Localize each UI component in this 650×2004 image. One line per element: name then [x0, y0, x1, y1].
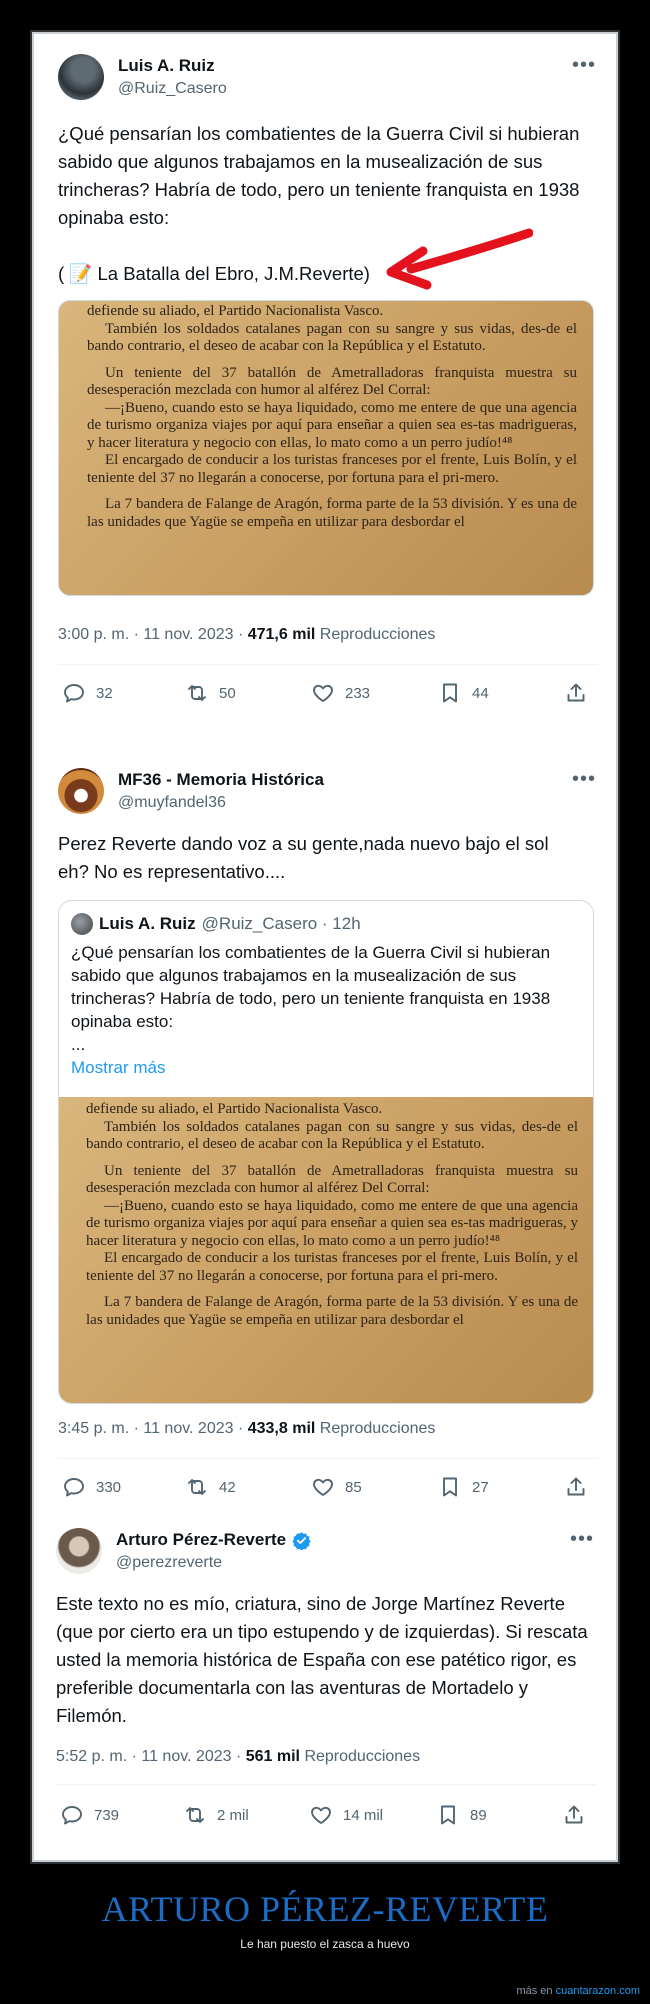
- display-name[interactable]: Luis A. Ruiz: [118, 56, 215, 75]
- bookmark-icon: [438, 681, 462, 705]
- views-label: Reproducciones: [315, 626, 436, 643]
- quoted-text: [71, 941, 579, 1056]
- retweet-icon: [183, 1803, 207, 1827]
- quoted-text-body: ¿Qué pensarían los combatientes de la Guerra Civil si hubieran sabido que algunos trabajamos en la musealización de sus trincheras? Habría de todo, pero un teniente franquista en 1938 opinaba esto:: [71, 943, 551, 1031]
- like-icon: [311, 1475, 335, 1499]
- action-bar: [56, 1800, 596, 1830]
- retweet-count: 2 mil: [217, 1806, 249, 1824]
- quoted-avatar: [71, 913, 93, 935]
- display-name-text: Arturo Pérez-Reverte: [116, 1530, 287, 1549]
- timestamp[interactable]: 3:00 p. m. · 11 nov. 2023 ·: [58, 626, 248, 643]
- bookmark-count: 27: [472, 1478, 489, 1496]
- book-line: —¡Bueno, cuando esto se haya liquidado, como me entere de que una agencia de turismo organiza viajes por aquí para enseñar a quien sea es-tas madrigueras, y hacer literatura y negocio con ellas, lo mato como a un perro judío!⁴⁸: [87, 399, 577, 451]
- display-name[interactable]: MF36 - Memoria Histórica: [118, 770, 324, 789]
- retweet-button[interactable]: [183, 1800, 249, 1830]
- tweet-meta: [58, 626, 435, 644]
- like-icon: [311, 681, 335, 705]
- tweet-meta: [56, 1748, 420, 1766]
- tweet-meta: [58, 1420, 435, 1438]
- book-line: También los soldados catalanes pagan con su sangre y sus vidas, des-de el bando contrario, el deseo de acabar con la República y el Estatuto.: [86, 1118, 578, 1152]
- site-credit: [516, 1985, 640, 1997]
- tweet-text: Este texto no es mío, criatura, sino de Jorge Martínez Reverte (que por cierto era un tipo estupendo y de izquierdas). Si rescata usted la memoria histórica de España con ese patético rigor, es preferible documentarla con las aventuras de Mortadelo y Filemón.: [56, 1593, 588, 1726]
- tweet-perez-reverte: [56, 1528, 596, 1858]
- display-name[interactable]: [116, 1530, 311, 1550]
- book-page-image[interactable]: [58, 300, 594, 596]
- footer-title: ARTURO PÉREZ-REVERTE: [101, 1889, 549, 1929]
- bookmark-count: 44: [472, 684, 489, 702]
- view-count: 471,6 mil: [247, 626, 316, 643]
- like-icon: [309, 1803, 333, 1827]
- more-icon[interactable]: •••: [571, 768, 596, 790]
- retweet-button[interactable]: [185, 1472, 236, 1502]
- book-line: —¡Bueno, cuando esto se haya liquidado, como me entere de que una agencia de turismo organiza viajes por aquí para enseñar a quien sea es-tas madrigueras, y hacer literatura y negocio con ellas, lo mato como a un perro judío!⁴⁸: [86, 1197, 578, 1249]
- retweet-icon: [185, 681, 209, 705]
- like-count: 85: [345, 1478, 362, 1496]
- divider: [58, 1458, 598, 1459]
- views-label: Reproducciones: [300, 1748, 421, 1765]
- share-icon: [564, 1475, 588, 1499]
- views-label: Reproducciones: [315, 1420, 436, 1437]
- share-button[interactable]: [562, 1800, 586, 1830]
- bookmark-button[interactable]: [436, 1800, 487, 1830]
- action-bar: [58, 1472, 598, 1502]
- share-button[interactable]: [564, 1472, 588, 1502]
- reply-icon: [60, 1803, 84, 1827]
- reply-icon: [62, 1475, 86, 1499]
- quoted-tweet[interactable]: [58, 900, 594, 1404]
- action-bar: [58, 678, 598, 708]
- more-icon[interactable]: •••: [571, 54, 596, 76]
- reply-count: 32: [96, 684, 113, 702]
- quoted-handle: @Ruiz_Casero · 12h: [201, 914, 361, 933]
- tweet-collage-card: [32, 32, 618, 1862]
- book-page-text: [58, 1097, 594, 1404]
- bookmark-icon: [436, 1803, 460, 1827]
- share-button[interactable]: [564, 678, 588, 708]
- reply-count: 330: [96, 1478, 122, 1496]
- credit-prefix: más en: [516, 1985, 556, 1997]
- quoted-name: Luis A. Ruiz: [99, 914, 196, 933]
- like-count: 14 mil: [343, 1806, 384, 1824]
- retweet-icon: [185, 1475, 209, 1499]
- book-line: defiende su aliado, el Partido Nacionalista Vasco.: [86, 1101, 383, 1117]
- divider: [58, 664, 598, 665]
- retweet-button[interactable]: [185, 678, 236, 708]
- view-count: 561 mil: [245, 1748, 300, 1765]
- arrow-annotation: [383, 221, 533, 291]
- retweet-count: 42: [219, 1478, 236, 1496]
- book-page-image[interactable]: [58, 1097, 594, 1404]
- verified-icon: [292, 1531, 311, 1550]
- tweet-text: Perez Reverte dando voz a su gente,nada nuevo bajo el sol eh? No es representativo....: [58, 833, 549, 882]
- retweet-count: 50: [219, 684, 236, 702]
- reply-count: 739: [94, 1806, 120, 1824]
- like-button[interactable]: [311, 1472, 362, 1502]
- book-line: defiende su aliado, el Partido Nacionalista Vasco.: [87, 303, 384, 319]
- user-handle[interactable]: @muyfandel36: [118, 794, 226, 811]
- share-icon: [564, 681, 588, 705]
- reply-button[interactable]: [60, 1800, 119, 1830]
- book-page-text: [59, 301, 593, 595]
- reply-icon: [62, 681, 86, 705]
- user-handle[interactable]: @perezreverte: [116, 1554, 223, 1571]
- view-count: 433,8 mil: [247, 1420, 316, 1437]
- site-link[interactable]: cuantarazon.com: [555, 1985, 640, 1997]
- avatar[interactable]: [58, 768, 104, 814]
- timestamp[interactable]: 3:45 p. m. · 11 nov. 2023 ·: [58, 1420, 248, 1437]
- book-line: El encargado de conducir a los turistas franceses por el frente, Luis Bolín, y el teniente del 37 no llegarán a conocerse, por fortuna para el pri-mero.: [86, 1250, 578, 1284]
- avatar[interactable]: [58, 54, 104, 100]
- bookmark-button[interactable]: [438, 1472, 489, 1502]
- user-handle[interactable]: @Ruiz_Casero: [118, 80, 227, 97]
- quoted-header: [71, 913, 361, 935]
- reply-button[interactable]: [62, 678, 113, 708]
- tweet-luis-ruiz: [58, 54, 598, 734]
- like-count: 233: [345, 684, 371, 702]
- like-button[interactable]: [311, 678, 370, 708]
- tweet-mf36: [58, 768, 598, 1548]
- book-line: La 7 bandera de Falange de Aragón, forma parte de la 53 división. Y es una de las unidades que Yagüe se empeña en utilizar para desbordar el: [86, 1294, 578, 1328]
- share-icon: [562, 1803, 586, 1827]
- footer-subtitle: Le han puesto el zasca a huevo: [240, 1937, 410, 1951]
- timestamp[interactable]: 5:52 p. m. · 11 nov. 2023 ·: [56, 1748, 246, 1765]
- book-line: Un teniente del 37 batallón de Ametralladoras franquista muestra su desesperación mezclada con humor al alférez Del Corral:: [87, 364, 577, 398]
- reply-button[interactable]: [62, 1472, 121, 1502]
- book-line: También los soldados catalanes pagan con su sangre y sus vidas, des-de el bando contrario, el deseo de acabar con la República y el Estatuto.: [87, 320, 577, 354]
- bookmark-button[interactable]: [438, 678, 489, 708]
- avatar[interactable]: [56, 1528, 102, 1574]
- like-button[interactable]: [309, 1800, 383, 1830]
- show-more-link[interactable]: Mostrar más: [71, 1058, 166, 1077]
- quoted-ellipsis: ...: [71, 1035, 86, 1054]
- bookmark-icon: [438, 1475, 462, 1499]
- tweet-source-line: ( 📝 La Batalla del Ebro, J.M.Reverte): [58, 263, 370, 284]
- more-icon[interactable]: •••: [569, 1528, 594, 1550]
- tweet-text: ¿Qué pensarían los combatientes de la Guerra Civil si hubieran sabido que algunos trabajamos en la musealización de sus trincheras? Habría de todo, pero un teniente franquista en 1938 opinaba esto:: [58, 123, 580, 228]
- book-line: El encargado de conducir a los turistas franceses por el frente, Luis Bolín, y el teniente del 37 no llegarán a conocerse, por fortuna para el pri-mero.: [87, 452, 577, 486]
- divider: [56, 1784, 596, 1785]
- book-line: La 7 bandera de Falange de Aragón, forma parte de la 53 división. Y es una de las unidades que Yagüe se empeña en utilizar para desbordar el: [87, 496, 577, 530]
- book-line: Un teniente del 37 batallón de Ametralladoras franquista muestra su desesperación mezclada con humor al alférez Del Corral:: [86, 1162, 578, 1196]
- bookmark-count: 89: [470, 1806, 487, 1824]
